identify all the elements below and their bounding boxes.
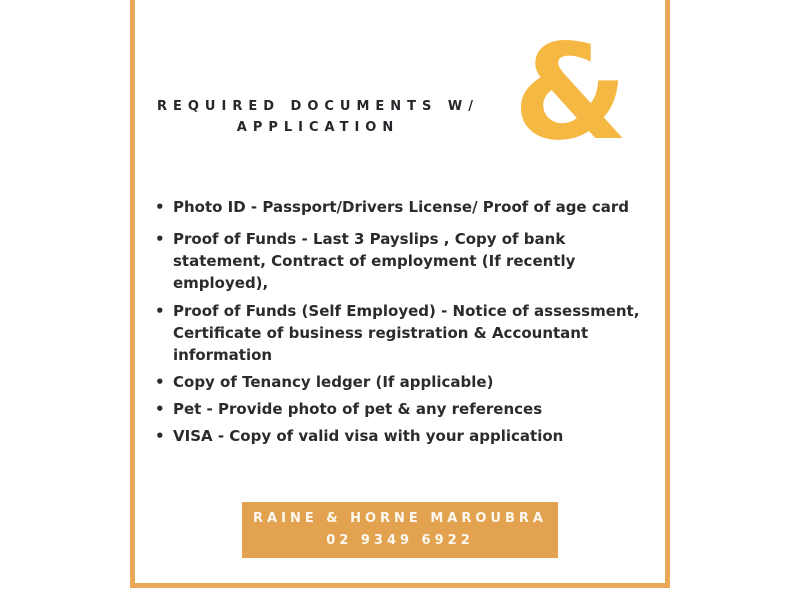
list-item-text: Proof of Funds - Last 3 Payslips , Copy of bank statement, Contract of employment (If recently employed),	[173, 230, 576, 292]
bullet-icon: •	[155, 400, 165, 418]
list-item-text: VISA - Copy of valid visa with your application	[173, 427, 564, 445]
list-item-text: Proof of Funds (Self Employed) - Notice of assessment, Certificate of business registration & Accountant information	[173, 302, 640, 364]
bullet-icon: •	[155, 198, 165, 216]
bullet-icon: •	[155, 302, 165, 320]
list-item	[151, 398, 653, 420]
list-item	[151, 228, 653, 294]
list-item-text: Photo ID - Passport/Drivers License/ Proof of age card	[173, 198, 629, 216]
footer-banner	[242, 502, 558, 558]
list-item-text: Copy of Tenancy ledger (If applicable)	[173, 373, 494, 391]
list-item	[151, 196, 653, 218]
bullet-icon: •	[155, 230, 165, 248]
footer-agency-name: RAINE & HORNE MAROUBRA	[253, 511, 547, 526]
list-item-text: Pet - Provide photo of pet & any references	[173, 400, 543, 418]
required-documents-list	[151, 196, 653, 452]
footer-phone-number: 02 9349 6922	[326, 533, 474, 548]
page-title	[153, 96, 483, 138]
bullet-icon: •	[155, 427, 165, 445]
title-line-2: APPLICATION	[236, 120, 400, 135]
list-item	[151, 425, 653, 447]
title-line-1: REQUIRED DOCUMENTS W/	[156, 99, 480, 114]
ampersand-logo-icon: &	[513, 16, 629, 170]
bullet-icon: •	[155, 373, 165, 391]
flyer-frame	[130, 0, 670, 588]
list-item	[151, 300, 653, 366]
list-item	[151, 371, 653, 393]
